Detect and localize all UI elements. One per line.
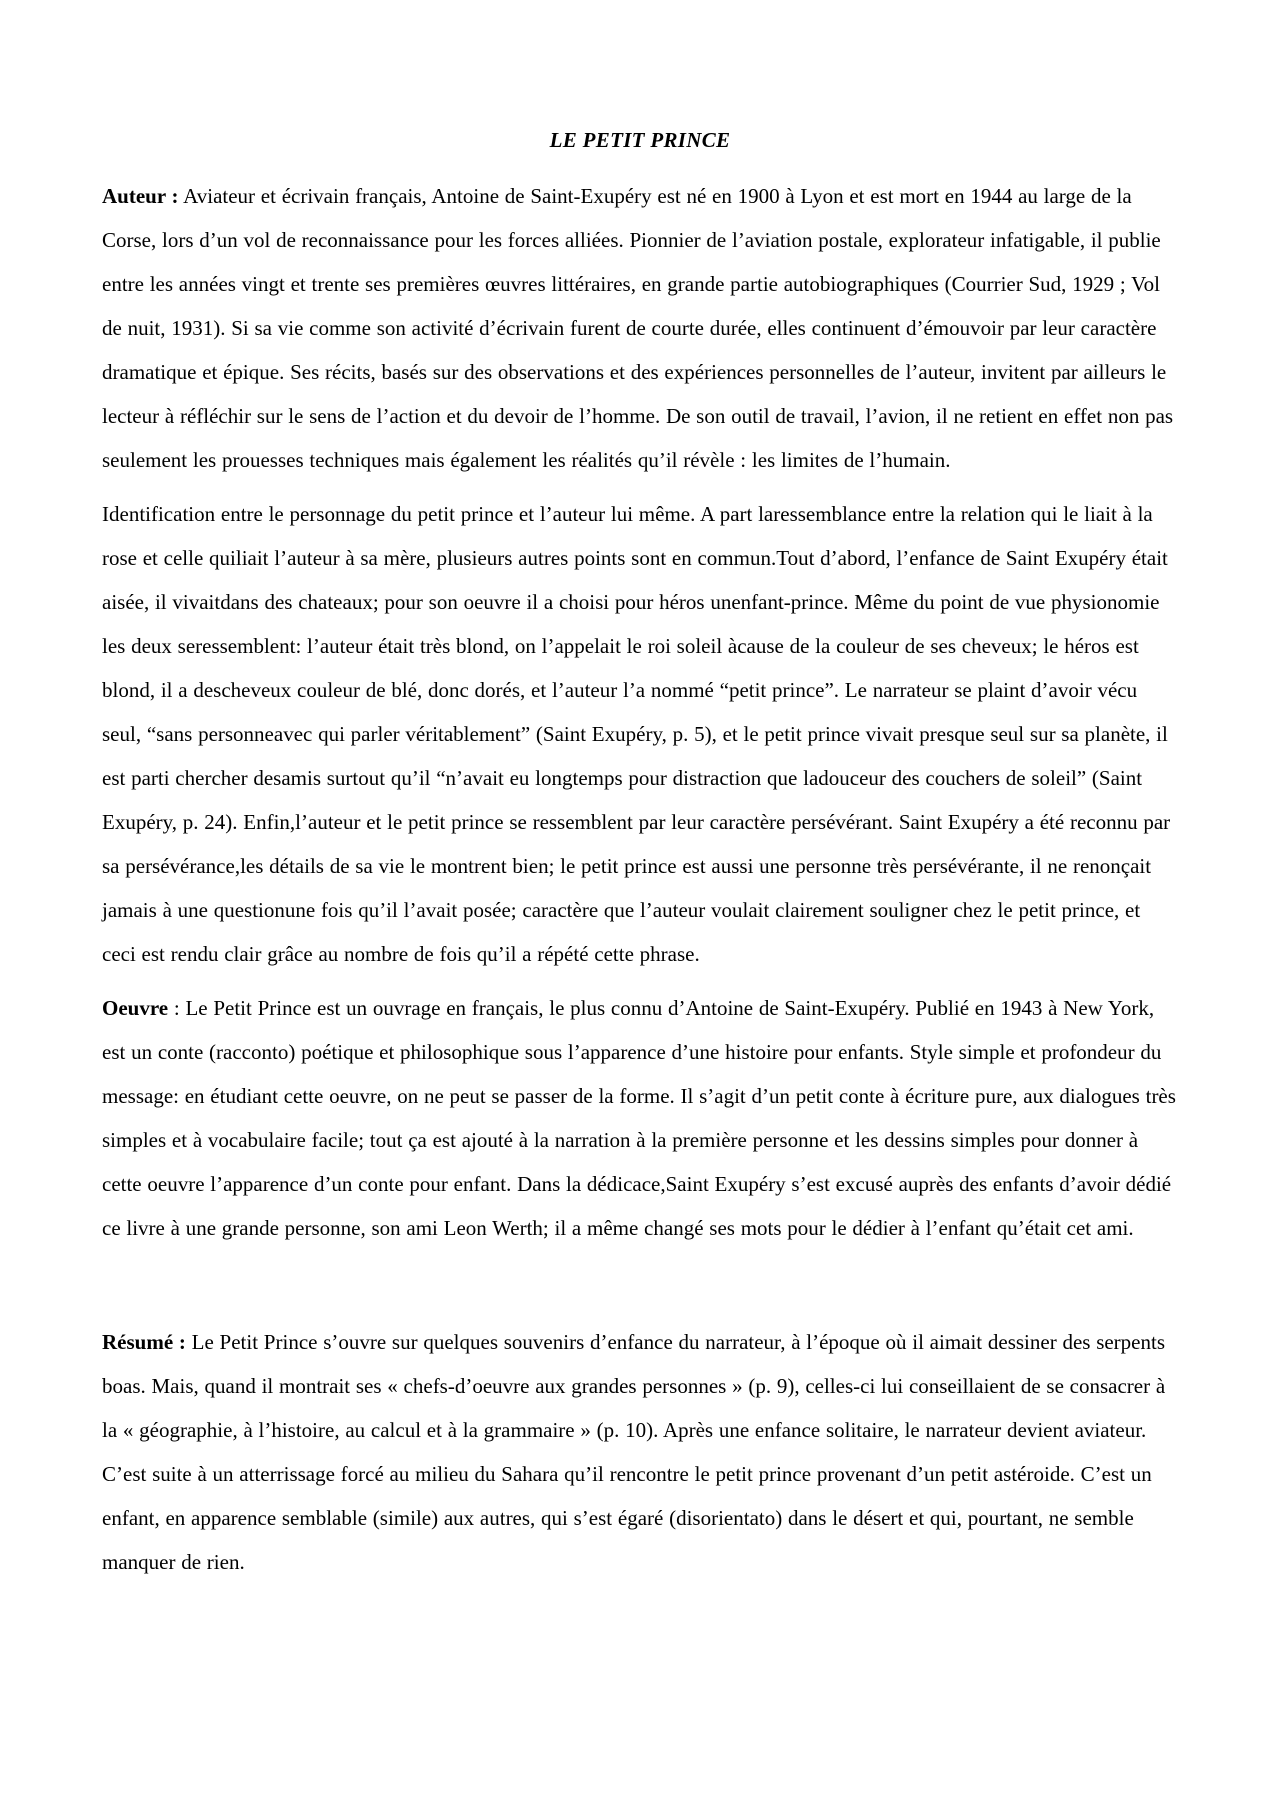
paragraph-resume-text: Le Petit Prince s’ouvre sur quelques souvenirs d’enfance du narrateur, à l’époque où il aimait dessiner des serpents boas. Mais, quand il montrait ses « chefs-d’oeuvre aux grandes personnes » (p. 9), celles-ci lui conseillaient de se consacrer à la « géographie, à l’histoire, au calcul et à la grammaire » (p. 10). Après une enfance solitaire, le narrateur devient aviateur. C’est suite à un atterrissage forcé au milieu du Sahara qu’il rencontre le petit prince provenant d’un petit astéroide. C’est un enfant, en apparence semblable (simile) aux autres, qui s’est égaré (disorientato) dans le désert et qui, pourtant, ne semble manquer de rien. (102, 1330, 1166, 1574)
paragraph-oeuvre-text: : Le Petit Prince est un ouvrage en français, le plus connu d’Antoine de Saint-Exupéry. Publié en 1943 à New York, est un conte (racconto) poétique et philosophique sous l’apparence d’une histoire pour enfants. Style simple et profondeur du message: en étudiant cette oeuvre, on ne peut se passer de la forme. Il s’agit d’un petit conte à écriture pure, aux dialogues très simples et à vocabulaire facile; tout ça est ajouté à la narration à la première personne et les dessins simples pour donner à cette oeuvre l’apparence d’un conte pour enfant. Dans la dédicace,Saint Exupéry s’est excusé auprès des enfants d’avoir dédié ce livre à une grande personne, son ami Leon Werth; il a même changé ses mots pour le dédier à l’enfant qu’était cet ami. (102, 996, 1176, 1240)
paragraph-auteur-text: Aviateur et écrivain français, Antoine de Saint-Exupéry est né en 1900 à Lyon et est mort en 1944 au large de la Corse, lors d’un vol de reconnaissance pour les forces alliées. Pionnier de l’aviation postale, explorateur infatigable, il publie entre les années vingt et trente ses premières œuvres littéraires, en grande partie autobiographiques (Courrier Sud, 1929 ; Vol de nuit, 1931). Si sa vie comme son activité d’écrivain furent de courte durée, elles continuent d’émouvoir par leur caractère dramatique et épique. Ses récits, basés sur des observations et des expériences personnelles de l’auteur, invitent par ailleurs le lecteur à réfléchir sur le sens de l’action et du devoir de l’homme. De son outil de travail, l’avion, il ne retient en effet non pas seulement les prouesses techniques mais également les réalités qu’il révèle : les limites de l’humain. (102, 184, 1174, 472)
paragraph-auteur-lead: Auteur : (102, 184, 179, 208)
paragraph-identification-text: Identification entre le personnage du petit prince et l’auteur lui même. A part laressemblance entre la relation qui le liait à la rose et celle quiliait l’auteur à sa mère, plusieurs autres points sont en commun.Tout d’abord, l’enfance de Saint Exupéry était aisée, il vivaitdans des chateaux; pour son oeuvre il a choisi pour héros unenfant-prince. Même du point de vue physionomie les deux seressemblent: l’auteur était très blond, on l’appelait le roi soleil àcause de la couleur de ses cheveux; le héros est blond, il a descheveux couleur de blé, donc dorés, et l’auteur l’a nommé “petit prince”. Le narrateur se plaint d’avoir vécu seul, “sans personneavec qui parler véritablement” (Saint Exupéry, p. 5), et le petit prince vivait presque seul sur sa planète, il est parti chercher desamis surtout qu’il “n’avait eu longtemps pour distraction que ladouceur des couchers de soleil” (Saint Exupéry, p. 24). Enfin,l’auteur et le petit prince se ressemblent par leur caractère persévérant. Saint Exupéry a été reconnu par sa persévérance,les détails de sa vie le montrent bien; le petit prince est aussi une personne très persévérante, il ne renonçait jamais à une questionune fois qu’il l’avait posée; caractère que l’auteur voulait clairement souligner chez le petit prince, et ceci est rendu clair grâce au nombre de fois qu’il a répété cette phrase. (102, 502, 1171, 966)
paragraph-resume (102, 1320, 1178, 1584)
paragraph-oeuvre-lead: Oeuvre (102, 996, 169, 1020)
paragraph-identification (102, 492, 1178, 976)
paragraph-auteur (102, 174, 1178, 482)
paragraph-resume-lead: Résumé : (102, 1330, 186, 1354)
paragraph-oeuvre (102, 986, 1178, 1250)
document-title: LE PETIT PRINCE (549, 128, 731, 152)
